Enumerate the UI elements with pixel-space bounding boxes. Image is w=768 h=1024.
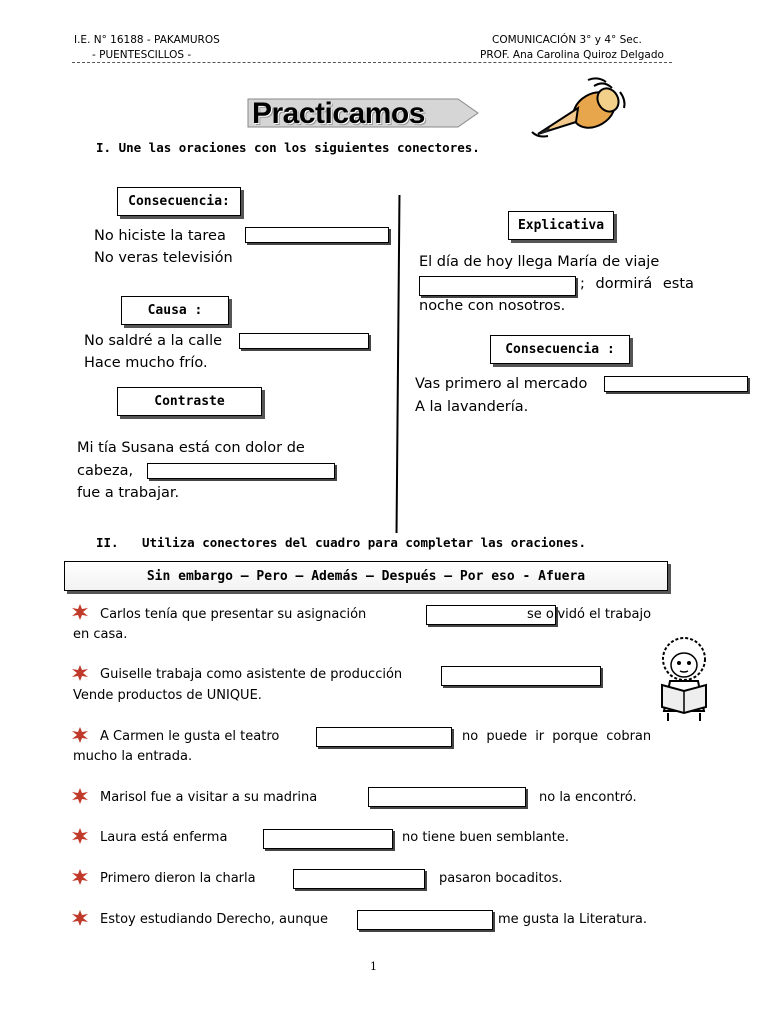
blank-sentence-4[interactable] <box>368 787 526 807</box>
sentence-5-after: no tiene buen semblante. <box>402 830 569 845</box>
contraste-line3: fue a trabajar. <box>77 485 180 501</box>
label-causa: Causa : <box>121 296 229 325</box>
label-consecuencia-left: Consecuencia: <box>117 187 241 216</box>
sentence-2-cont: Vende productos de UNIQUE. <box>73 688 262 703</box>
school-name: I.E. N° 16188 - PAKAMUROS <box>74 34 220 46</box>
star-bullet-icon <box>72 828 88 844</box>
sentence-4-before: Marisol fue a visitar a su madrina <box>100 790 318 805</box>
blank-consecuencia-left[interactable] <box>245 227 389 243</box>
label-consecuencia-right: Consecuencia : <box>490 335 630 364</box>
consecuencia-right-line2: A la lavandería. <box>415 399 529 415</box>
blank-contraste[interactable] <box>147 463 335 479</box>
blank-sentence-5[interactable] <box>263 829 393 849</box>
sentence-3-before: A Carmen le gusta el teatro <box>100 729 280 744</box>
causa-line1: No saldré a la calle <box>84 333 223 349</box>
blank-sentence-7[interactable] <box>357 910 493 930</box>
sentence-3-after: no puede ir porque cobran <box>462 729 652 744</box>
blank-consecuencia-right[interactable] <box>604 376 748 392</box>
star-bullet-icon <box>72 604 88 620</box>
star-bullet-icon <box>72 869 88 885</box>
blank-causa[interactable] <box>239 333 369 349</box>
sentence-1-after: se olvidó el trabajo <box>527 607 652 622</box>
sentence-1-cont: en casa. <box>73 627 128 642</box>
part2-instruction: Utiliza conectores del cuadro para completar las oraciones. <box>142 535 587 550</box>
header-divider <box>72 62 672 65</box>
star-bullet-icon <box>72 788 88 804</box>
blank-sentence-2[interactable] <box>441 666 601 686</box>
explicativa-line1: El día de hoy llega María de viaje <box>419 254 660 270</box>
sentence-5-before: Laura está enferma <box>100 830 228 845</box>
sentence-7-before: Estoy estudiando Derecho, aunque <box>100 912 328 927</box>
blank-sentence-6[interactable] <box>293 869 425 889</box>
explicativa-line2: ; dormirá esta <box>580 276 694 292</box>
star-bullet-icon <box>72 910 88 926</box>
sentence-2-before: Guiselle trabaja como asistente de producción <box>100 667 403 682</box>
pencil-icon <box>528 72 638 142</box>
consecuencia-right-line1: Vas primero al mercado <box>415 376 588 392</box>
part1-instruction: I. Une las oraciones con los siguientes conectores. <box>96 140 480 155</box>
course-name: COMUNICACIÓN 3° y 4° Sec. <box>492 34 642 46</box>
school-subtitle: - PUENTESCILLOS - <box>92 49 192 61</box>
sentence-1-before: Carlos tenía que presentar su asignación <box>100 607 367 622</box>
sentence-3-cont: mucho la entrada. <box>73 749 193 764</box>
reading-child-icon <box>652 635 716 721</box>
column-divider <box>396 195 400 533</box>
consecuencia-left-line2: No veras televisión <box>94 250 233 266</box>
label-explicativa: Explicativa <box>508 211 614 240</box>
blank-explicativa[interactable] <box>419 276 576 296</box>
page-number: 1 <box>370 960 377 973</box>
contraste-line2: cabeza, <box>77 463 134 479</box>
consecuencia-left-line1: No hiciste la tarea <box>94 228 226 244</box>
explicativa-line3: noche con nosotros. <box>419 298 566 314</box>
sentence-4-after: no la encontró. <box>539 790 637 805</box>
causa-line2: Hace mucho frío. <box>84 355 208 371</box>
title-banner <box>246 97 480 129</box>
contraste-line1: Mi tía Susana está con dolor de <box>77 440 305 456</box>
part2-instruction-number: II. <box>96 535 119 550</box>
sentence-7-after: me gusta la Literatura. <box>498 912 648 927</box>
blank-sentence-3[interactable] <box>316 727 452 747</box>
label-contraste: Contraste <box>117 387 262 416</box>
sentence-6-after: pasaron bocaditos. <box>439 871 563 886</box>
star-bullet-icon <box>72 665 88 681</box>
connector-word-box: Sin embargo – Pero – Además – Después – Por eso - Afuera <box>64 561 668 591</box>
page-title: Practicamos <box>252 97 425 130</box>
teacher-name: PROF. Ana Carolina Quiroz Delgado <box>480 49 664 61</box>
sentence-6-before: Primero dieron la charla <box>100 871 256 886</box>
star-bullet-icon <box>72 727 88 743</box>
